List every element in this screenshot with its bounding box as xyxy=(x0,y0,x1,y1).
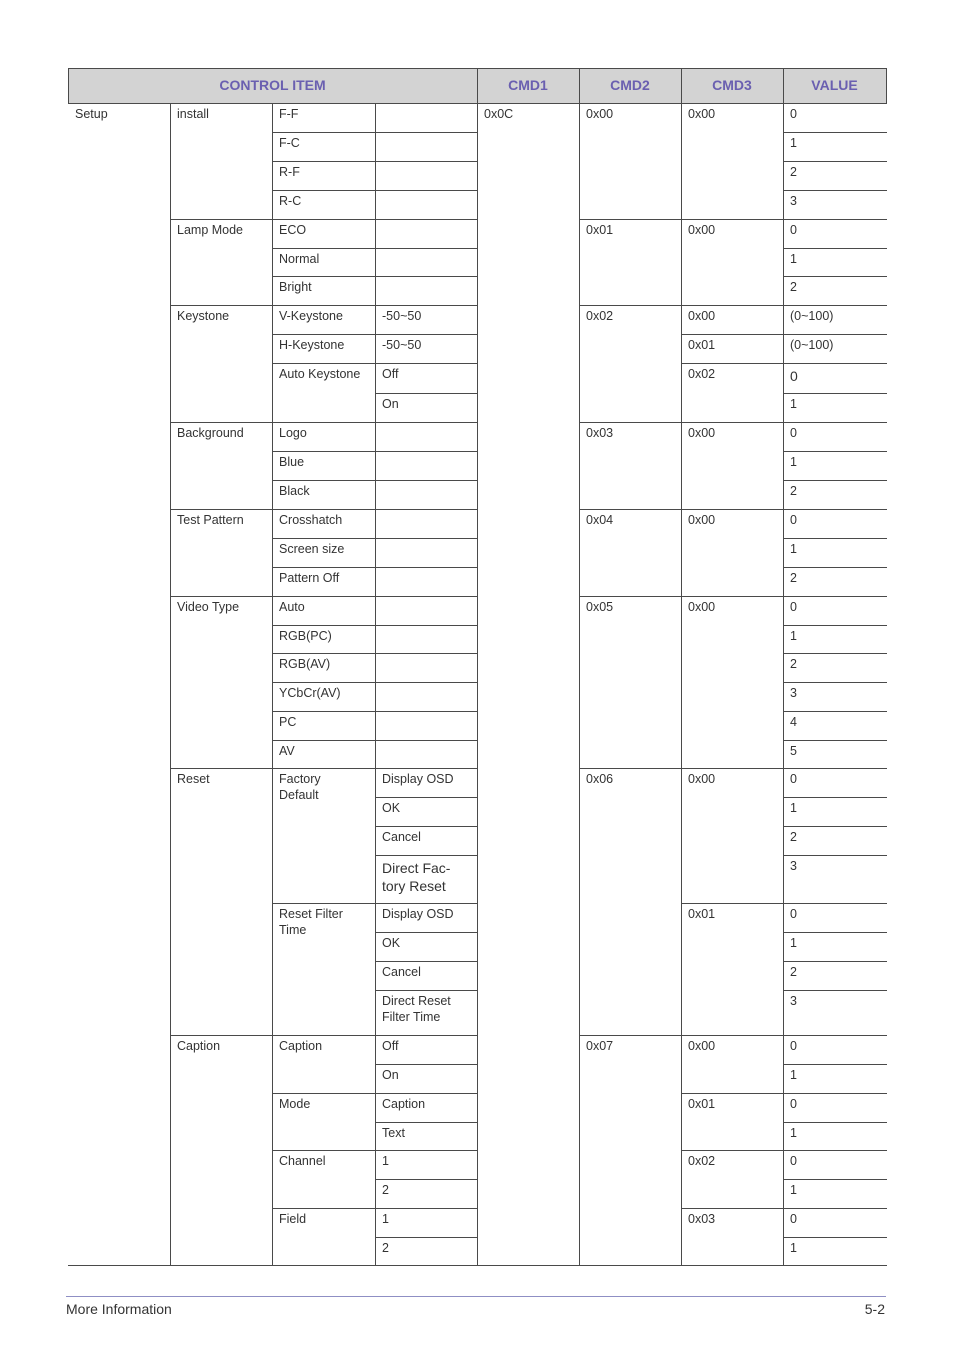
cmd3-value: 0x00 xyxy=(688,513,716,527)
row-divider xyxy=(783,740,887,741)
row-divider xyxy=(681,219,784,220)
row-divider xyxy=(783,625,887,626)
row-divider xyxy=(783,132,887,133)
value-cell: 1 xyxy=(790,801,797,815)
row-divider xyxy=(375,1208,478,1209)
control-group: Caption xyxy=(177,1039,221,1053)
row-divider xyxy=(272,161,376,162)
row-divider xyxy=(783,567,887,568)
control-item: RGB(PC) xyxy=(279,629,332,643)
row-divider xyxy=(375,932,478,933)
row-divider xyxy=(783,363,887,364)
row-divider xyxy=(375,625,478,626)
row-divider xyxy=(272,567,376,568)
column-divider xyxy=(68,68,69,103)
value-cell: 3 xyxy=(790,994,797,1008)
row-divider xyxy=(783,855,887,856)
row-divider xyxy=(783,797,887,798)
row-divider xyxy=(272,653,376,654)
value-cell: 4 xyxy=(790,715,797,729)
row-divider xyxy=(170,1265,273,1266)
column-divider xyxy=(783,68,784,103)
row-divider xyxy=(783,1265,887,1266)
value-cell: 3 xyxy=(790,194,797,208)
row-divider xyxy=(681,1150,784,1151)
cmd3-value: 0x00 xyxy=(688,772,716,786)
column-divider xyxy=(272,103,273,1265)
column-divider xyxy=(681,103,682,1265)
control-item: R-C xyxy=(279,194,302,208)
section-label-setup: Setup xyxy=(75,107,108,121)
control-group: Test Pattern xyxy=(177,513,244,527)
row-divider xyxy=(681,1093,784,1094)
row-divider xyxy=(579,305,682,306)
control-item: R-F xyxy=(279,165,300,179)
row-divider xyxy=(375,1093,478,1094)
value-cell: (0~100) xyxy=(790,309,834,323)
row-divider xyxy=(272,711,376,712)
row-divider xyxy=(375,740,478,741)
cmd3-value: 0x01 xyxy=(688,907,716,921)
row-divider xyxy=(272,682,376,683)
control-item: Field xyxy=(279,1212,307,1226)
value-cell: 2 xyxy=(790,657,797,671)
column-divider xyxy=(170,103,171,1265)
control-item: V-Keystone xyxy=(279,309,343,323)
control-sub-item: 1 xyxy=(382,1154,389,1168)
row-divider xyxy=(783,422,887,423)
row-divider xyxy=(68,103,171,104)
row-divider xyxy=(783,1035,887,1036)
control-item: RGB(AV) xyxy=(279,657,331,671)
row-divider xyxy=(375,219,478,220)
row-divider xyxy=(579,1035,682,1036)
row-divider xyxy=(272,740,376,741)
control-item: F-F xyxy=(279,107,299,121)
row-divider xyxy=(375,711,478,712)
row-divider xyxy=(272,1093,376,1094)
row-divider xyxy=(579,596,682,597)
value-cell: 1 xyxy=(790,455,797,469)
control-group: Lamp Mode xyxy=(177,223,244,237)
header-control-item: CONTROL ITEM xyxy=(68,68,477,103)
row-divider xyxy=(375,161,478,162)
control-sub-item: 2 xyxy=(382,1183,389,1197)
cmd3-value: 0x01 xyxy=(688,338,716,352)
row-divider xyxy=(375,768,478,769)
control-item: ECO xyxy=(279,223,307,237)
column-divider xyxy=(579,68,580,103)
value-cell: 0 xyxy=(790,600,797,614)
row-divider xyxy=(375,1035,478,1036)
control-item: Factory Default xyxy=(279,772,321,802)
row-divider xyxy=(681,903,784,904)
row-divider xyxy=(375,422,478,423)
footer-divider xyxy=(66,1296,886,1297)
value-cell: 2 xyxy=(790,165,797,179)
cmd2-value: 0x00 xyxy=(586,107,614,121)
value-cell: 1 xyxy=(790,1126,797,1140)
row-divider xyxy=(375,596,478,597)
row-divider xyxy=(375,903,478,904)
row-divider xyxy=(783,1208,887,1209)
row-divider xyxy=(783,826,887,827)
row-divider xyxy=(375,190,478,191)
control-group: Video Type xyxy=(177,600,240,614)
value-cell: 2 xyxy=(790,830,797,844)
row-divider xyxy=(681,509,784,510)
control-item: F-C xyxy=(279,136,300,150)
value-cell: 0 xyxy=(790,907,797,921)
row-divider xyxy=(783,219,887,220)
row-divider xyxy=(272,190,376,191)
row-divider xyxy=(375,1150,478,1151)
row-divider xyxy=(375,1064,478,1065)
value-cell: 0 xyxy=(790,368,798,384)
value-cell: 0 xyxy=(790,1212,797,1226)
row-divider xyxy=(375,334,478,335)
row-divider xyxy=(272,1208,376,1209)
row-divider xyxy=(375,1122,478,1123)
header-cmd2: CMD2 xyxy=(579,68,681,103)
control-sub-item: OK xyxy=(382,936,401,950)
value-cell: 1 xyxy=(790,1183,797,1197)
control-item: H-Keystone xyxy=(279,338,345,352)
row-divider xyxy=(272,334,376,335)
row-divider xyxy=(170,1035,273,1036)
row-divider xyxy=(272,1150,376,1151)
row-divider xyxy=(783,393,887,394)
row-divider xyxy=(375,961,478,962)
row-divider xyxy=(272,422,376,423)
cmd1-value: 0x0C xyxy=(484,107,514,121)
value-cell: 0 xyxy=(790,772,797,786)
value-cell: 3 xyxy=(790,686,797,700)
value-cell: (0~100) xyxy=(790,338,834,352)
row-divider xyxy=(272,132,376,133)
value-cell: 0 xyxy=(790,1154,797,1168)
row-divider xyxy=(272,538,376,539)
control-item: Crosshatch xyxy=(279,513,343,527)
row-divider xyxy=(272,903,376,904)
footer-section-title: More Information xyxy=(66,1301,172,1317)
row-divider xyxy=(68,1265,171,1266)
control-sub-item: On xyxy=(382,397,399,411)
row-divider xyxy=(477,1265,580,1266)
control-sub-item: Display OSD xyxy=(382,907,454,921)
header-cmd3: CMD3 xyxy=(681,68,783,103)
cmd2-value: 0x07 xyxy=(586,1039,614,1053)
value-cell: 1 xyxy=(790,1068,797,1082)
value-cell: 2 xyxy=(790,280,797,294)
row-divider xyxy=(783,903,887,904)
value-cell: 0 xyxy=(790,426,797,440)
row-divider xyxy=(375,451,478,452)
column-divider xyxy=(579,103,580,1265)
control-item: Screen size xyxy=(279,542,345,556)
row-divider xyxy=(681,1208,784,1209)
control-sub-item: Caption xyxy=(382,1097,426,1111)
control-sub-item: Text xyxy=(382,1126,405,1140)
row-divider xyxy=(783,1064,887,1065)
row-divider xyxy=(783,1179,887,1180)
control-group: Keystone xyxy=(177,309,230,323)
row-divider xyxy=(783,276,887,277)
row-divider xyxy=(783,103,887,104)
cmd3-value: 0x00 xyxy=(688,309,716,323)
control-sub-item: 1 xyxy=(382,1212,389,1226)
row-divider xyxy=(375,509,478,510)
row-divider xyxy=(579,422,682,423)
control-item: YCbCr(AV) xyxy=(279,686,341,700)
column-divider xyxy=(886,68,887,103)
control-item: Logo xyxy=(279,426,307,440)
header-value: VALUE xyxy=(783,68,886,103)
value-cell: 0 xyxy=(790,107,797,121)
row-divider xyxy=(783,305,887,306)
row-divider xyxy=(783,596,887,597)
cmd3-value: 0x00 xyxy=(688,107,716,121)
row-divider xyxy=(272,305,376,306)
row-divider xyxy=(681,768,784,769)
row-divider xyxy=(783,480,887,481)
row-divider xyxy=(681,1265,784,1266)
row-divider xyxy=(681,1035,784,1036)
row-divider xyxy=(375,990,478,991)
control-item: Black xyxy=(279,484,310,498)
value-cell: 1 xyxy=(790,629,797,643)
control-group: install xyxy=(177,107,209,121)
value-cell: 1 xyxy=(790,252,797,266)
row-divider xyxy=(375,480,478,481)
cmd3-value: 0x00 xyxy=(688,600,716,614)
row-divider xyxy=(783,334,887,335)
row-divider xyxy=(783,682,887,683)
row-divider xyxy=(272,219,376,220)
control-sub-item: On xyxy=(382,1068,399,1082)
row-divider xyxy=(375,1179,478,1180)
cmd2-value: 0x03 xyxy=(586,426,614,440)
row-divider xyxy=(681,596,784,597)
control-item: Normal xyxy=(279,252,320,266)
cmd2-value: 0x05 xyxy=(586,600,614,614)
control-sub-item: OK xyxy=(382,801,401,815)
row-divider xyxy=(375,538,478,539)
value-cell: 5 xyxy=(790,744,797,758)
row-divider xyxy=(681,103,784,104)
control-sub-item: -50~50 xyxy=(382,309,422,323)
row-divider xyxy=(783,653,887,654)
cmd3-value: 0x02 xyxy=(688,367,716,381)
row-divider xyxy=(272,509,376,510)
value-cell: 0 xyxy=(790,223,797,237)
row-divider xyxy=(375,855,478,856)
cmd2-value: 0x01 xyxy=(586,223,614,237)
row-divider xyxy=(170,305,273,306)
value-cell: 2 xyxy=(790,965,797,979)
control-item: Caption xyxy=(279,1039,323,1053)
column-divider xyxy=(477,68,478,103)
row-divider xyxy=(272,625,376,626)
row-divider xyxy=(783,1237,887,1238)
control-sub-item: Display OSD xyxy=(382,772,454,786)
row-divider xyxy=(272,1035,376,1036)
row-divider xyxy=(272,596,376,597)
row-divider xyxy=(477,103,580,104)
row-divider xyxy=(170,103,273,104)
row-divider xyxy=(375,682,478,683)
cmd3-value: 0x01 xyxy=(688,1097,716,1111)
row-divider xyxy=(272,248,376,249)
control-sub-item: 2 xyxy=(382,1241,389,1255)
control-group: Reset xyxy=(177,772,210,786)
row-divider xyxy=(783,990,887,991)
value-cell: 1 xyxy=(790,936,797,950)
column-divider xyxy=(681,68,682,103)
row-divider xyxy=(681,422,784,423)
cmd3-value: 0x03 xyxy=(688,1212,716,1226)
control-sub-item: Direct Fac- tory Reset xyxy=(382,860,451,894)
row-divider xyxy=(681,305,784,306)
row-divider xyxy=(170,768,273,769)
row-divider xyxy=(375,826,478,827)
row-divider xyxy=(375,1237,478,1238)
control-item: Auto Keystone xyxy=(279,367,361,381)
footer-page-number: 5-2 xyxy=(864,1301,885,1317)
column-divider xyxy=(477,103,478,1265)
row-divider xyxy=(375,363,478,364)
row-divider xyxy=(579,1265,682,1266)
value-cell: 2 xyxy=(790,571,797,585)
row-divider xyxy=(783,1150,887,1151)
row-divider xyxy=(170,509,273,510)
header-cmd1: CMD1 xyxy=(477,68,579,103)
row-divider xyxy=(681,334,784,335)
cmd2-value: 0x04 xyxy=(586,513,614,527)
row-divider xyxy=(272,103,376,104)
value-cell: 1 xyxy=(790,397,797,411)
cmd3-value: 0x02 xyxy=(688,1154,716,1168)
control-item: Pattern Off xyxy=(279,571,340,585)
row-divider xyxy=(272,480,376,481)
value-cell: 1 xyxy=(790,1241,797,1255)
control-item: Mode xyxy=(279,1097,311,1111)
row-divider xyxy=(783,1122,887,1123)
value-cell: 3 xyxy=(790,859,797,873)
row-divider xyxy=(272,768,376,769)
row-divider xyxy=(272,1265,376,1266)
row-divider xyxy=(375,132,478,133)
control-item: Channel xyxy=(279,1154,326,1168)
row-divider xyxy=(783,509,887,510)
row-divider xyxy=(170,219,273,220)
row-divider xyxy=(783,961,887,962)
control-sub-item: Cancel xyxy=(382,830,421,844)
row-divider xyxy=(375,567,478,568)
row-divider xyxy=(375,276,478,277)
control-sub-item: -50~50 xyxy=(382,338,422,352)
row-divider xyxy=(783,1093,887,1094)
cmd2-value: 0x06 xyxy=(586,772,614,786)
row-divider xyxy=(375,103,478,104)
cmd2-value: 0x02 xyxy=(586,309,614,323)
row-divider xyxy=(579,509,682,510)
row-divider xyxy=(783,161,887,162)
control-sub-item: Off xyxy=(382,367,399,381)
value-cell: 0 xyxy=(790,1039,797,1053)
value-cell: 0 xyxy=(790,1097,797,1111)
cmd3-value: 0x00 xyxy=(688,1039,716,1053)
row-divider xyxy=(375,393,478,394)
row-divider xyxy=(579,219,682,220)
row-divider xyxy=(783,711,887,712)
row-divider xyxy=(375,248,478,249)
row-divider xyxy=(579,103,682,104)
row-divider xyxy=(783,932,887,933)
column-divider xyxy=(375,103,376,1265)
control-item: Bright xyxy=(279,280,312,294)
control-sub-item: Off xyxy=(382,1039,399,1053)
row-divider xyxy=(681,363,784,364)
control-item: Auto xyxy=(279,600,305,614)
row-divider xyxy=(783,190,887,191)
row-divider xyxy=(272,363,376,364)
row-divider xyxy=(272,276,376,277)
cmd3-value: 0x00 xyxy=(688,426,716,440)
row-divider xyxy=(375,797,478,798)
control-group: Background xyxy=(177,426,244,440)
row-divider xyxy=(783,248,887,249)
control-item: Blue xyxy=(279,455,305,469)
control-item: Reset Filter Time xyxy=(279,907,343,937)
row-divider xyxy=(783,451,887,452)
row-divider xyxy=(783,538,887,539)
row-divider xyxy=(170,596,273,597)
row-divider xyxy=(375,1265,478,1266)
value-cell: 1 xyxy=(790,542,797,556)
control-item: PC xyxy=(279,715,297,729)
row-divider xyxy=(375,305,478,306)
cmd3-value: 0x00 xyxy=(688,223,716,237)
row-divider xyxy=(375,653,478,654)
value-cell: 1 xyxy=(790,136,797,150)
value-cell: 2 xyxy=(790,484,797,498)
control-sub-item: Cancel xyxy=(382,965,421,979)
control-sub-item: Direct Reset Filter Time xyxy=(382,994,451,1024)
control-item: AV xyxy=(279,744,295,758)
row-divider xyxy=(272,451,376,452)
row-divider xyxy=(170,422,273,423)
column-divider xyxy=(783,103,784,1265)
value-cell: 0 xyxy=(790,513,797,527)
row-divider xyxy=(579,768,682,769)
row-divider xyxy=(783,768,887,769)
